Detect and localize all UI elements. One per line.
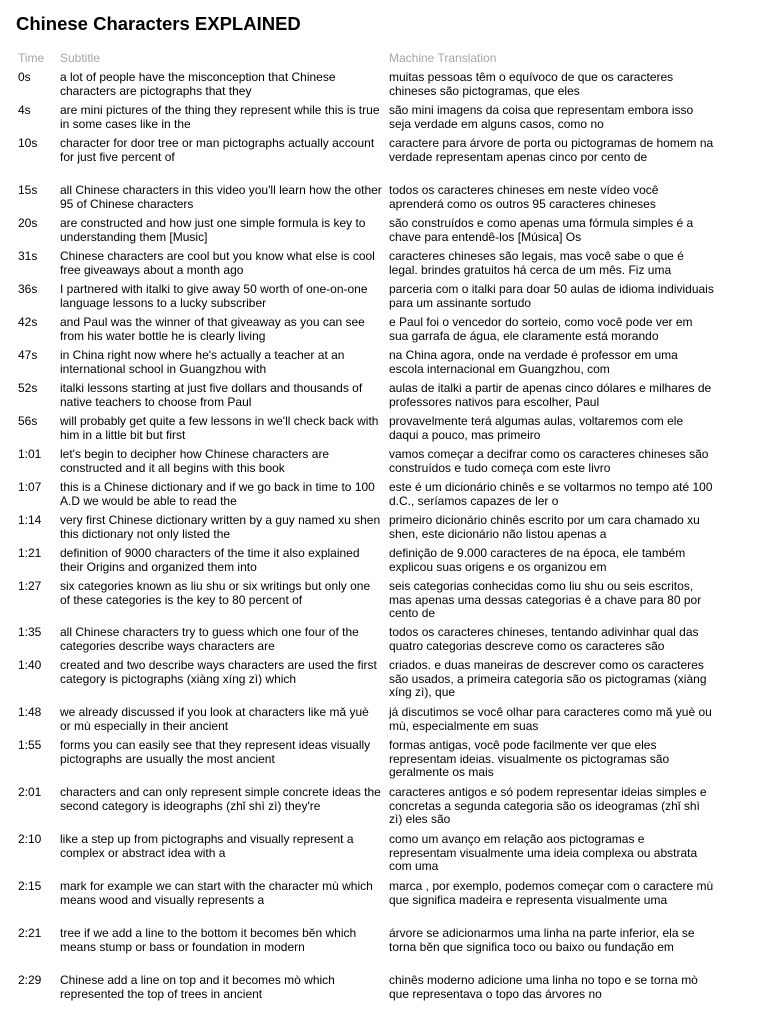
row-translation: chinês moderno adicione uma linha no topo e se torna mò que representava o topo das árvores no — [389, 973, 698, 1001]
row-subtitle: very first Chinese dictionary written by a guy named xu shen this dictionary not only listed the — [60, 513, 381, 541]
row-translation: são mini imagens da coisa que representam embora isso seja verdade em alguns casos, como no — [389, 103, 694, 131]
row-subtitle: six categories known as liu shu or six writings but only one of these categories is the key to 80 percent of — [60, 579, 371, 607]
row-time: 1:55 — [18, 738, 42, 752]
row-time: 1:48 — [18, 705, 42, 719]
row-translation: árvore se adicionarmos uma linha na parte inferior, ela se torna běn que significa toco ou baixo ou fundação em — [389, 926, 695, 954]
row-subtitle: let's begin to decipher how Chinese characters are constructed and it all begins with this book — [60, 447, 330, 475]
row-time: 20s — [18, 216, 38, 230]
row-time: 56s — [18, 414, 38, 428]
row-translation: caracteres antigos e só podem representar ideias simples e concretas a segunda categoria são os ideogramas (zhǐ shì zì) eles são — [389, 785, 707, 826]
row-translation: e Paul foi o vencedor do sorteio, como você pode ver em sua garrafa de água, ele claramente está morando — [389, 315, 693, 343]
row-translation: são construídos e como apenas uma fórmula simples é a chave para entendê-los [Música] Os — [389, 216, 694, 244]
row-translation: muitas pessoas têm o equívoco de que os caracteres chineses são pictogramas, que eles — [389, 70, 674, 98]
row-translation: parceria com o italki para doar 50 aulas de idioma individuais para um assinante sortudo — [389, 282, 714, 310]
row-time: 36s — [18, 282, 38, 296]
document-title: Chinese Characters EXPLAINED — [16, 13, 301, 34]
row-time: 31s — [18, 249, 38, 263]
row-translation: todos os caracteres chineses em neste vídeo você aprenderá como os outros 95 caracteres chineses — [389, 183, 659, 211]
row-subtitle: definition of 9000 characters of the time it also explained their Origins and organized them into — [60, 546, 360, 574]
row-time: 2:01 — [18, 785, 42, 799]
row-translation: vamos começar a decifrar como os caracteres chineses são construídos e tudo começa com este livro — [389, 447, 709, 475]
row-translation: aulas de italki a partir de apenas cinco dólares e milhares de professores nativos para escolher, Paul — [389, 381, 712, 409]
row-translation: provavelmente terá algumas aulas, voltaremos com ele daqui a pouco, mas primeiro — [389, 414, 684, 442]
row-translation: seis categorias conhecidas como liu shu ou seis escritos, mas apenas uma dessas categorias é a chave para 80 por cento de — [389, 579, 702, 620]
row-subtitle: characters and can only represent simple concrete ideas the second category is ideographs (zhǐ shì zì) they're — [60, 785, 381, 813]
row-subtitle: all Chinese characters in this video you'll learn how the other 95 of Chinese characters — [60, 183, 382, 211]
row-time: 1:35 — [18, 625, 42, 639]
row-subtitle: will probably get quite a few lessons in we'll check back with him in a little bit but first — [60, 414, 379, 442]
row-translation: este é um dicionário chinês e se voltarmos no tempo até 100 d.C., seríamos capazes de ler o — [389, 480, 713, 508]
row-time: 1:07 — [18, 480, 42, 494]
row-time: 2:15 — [18, 879, 42, 893]
row-translation: marca , por exemplo, podemos começar com o caractere mù que significa madeira e representa visualmente uma — [389, 879, 714, 907]
row-time: 1:14 — [18, 513, 42, 527]
row-time: 4s — [18, 103, 31, 117]
row-time: 42s — [18, 315, 38, 329]
row-subtitle: and Paul was the winner of that giveaway as you can see from his water bottle he is clearly living — [60, 315, 365, 343]
header-time: Time — [18, 51, 45, 65]
row-subtitle: are mini pictures of the thing they represent while this is true in some cases like in the — [60, 103, 380, 131]
row-translation: formas antigas, você pode facilmente ver que eles representam ideias. visualmente os pictogramas são geralmente os mais — [389, 738, 670, 779]
row-time: 10s — [18, 136, 38, 150]
row-translation: primeiro dicionário chinês escrito por um cara chamado xu shen, este dicionário não listou apenas a — [389, 513, 700, 541]
row-time: 2:21 — [18, 926, 42, 940]
row-time: 1:01 — [18, 447, 42, 461]
row-subtitle: character for door tree or man pictographs actually account for just five percent of — [60, 136, 375, 164]
row-translation: como um avanço em relação aos pictogramas e representam visualmente uma ideia complexa ou abstrata com uma — [389, 832, 698, 873]
row-subtitle: this is a Chinese dictionary and if we go back in time to 100 A.D we would be able to read the — [60, 480, 375, 508]
row-subtitle: we already discussed if you look at characters like mǎ yuè or mù especially in their ancient — [60, 705, 369, 733]
row-subtitle: italki lessons starting at just five dollars and thousands of native teachers to choose from Paul — [60, 381, 363, 409]
row-time: 1:40 — [18, 658, 42, 672]
row-subtitle: tree if we add a line to the bottom it becomes běn which means stump or bass or foundation in modern — [60, 926, 357, 954]
row-translation: já discutimos se você olhar para caracteres como mǎ yuè ou mù, especialmente em suas — [389, 705, 712, 733]
header-subtitle: Subtitle — [60, 51, 101, 65]
row-translation: todos os caracteres chineses, tentando adivinhar qual das quatro categorias descreve como os caracteres são — [389, 625, 699, 653]
row-subtitle: like a step up from pictographs and visually represent a complex or abstract idea with a — [60, 832, 354, 860]
row-translation: criados. e duas maneiras de descrever como os caracteres são usados, a primeira categoria são os pictogramas (xiàng xíng zì), que — [389, 658, 707, 699]
row-subtitle: forms you can easily see that they represent ideas visually pictographs are usually the most ancient — [60, 738, 371, 766]
row-translation: caracteres chineses são legais, mas você sabe o que é legal. brindes gratuitos há cerca de um mês. Fiz uma — [389, 249, 684, 277]
row-subtitle: all Chinese characters try to guess which one four of the categories describe ways characters are — [60, 625, 359, 653]
row-time: 1:27 — [18, 579, 42, 593]
row-time: 1:21 — [18, 546, 42, 560]
row-translation: definição de 9.000 caracteres de na época, ele também explicou suas origens e os organizou em — [389, 546, 686, 574]
row-subtitle: in China right now where he's actually a teacher at an international school in Guangzhou with — [60, 348, 345, 376]
row-subtitle: created and two describe ways characters are used the first category is pictographs (xiàng xíng zì) which — [60, 658, 377, 686]
row-subtitle: a lot of people have the misconception that Chinese characters are pictographs that they — [60, 70, 336, 98]
row-subtitle: I partnered with italki to give away 50 worth of one-on-one language lessons to a lucky subscriber — [60, 282, 368, 310]
row-subtitle: Chinese characters are cool but you know what else is cool free giveaways about a month ago — [60, 249, 375, 277]
row-subtitle: are constructed and how just one simple formula is key to understanding them [Music] — [60, 216, 366, 244]
row-time: 15s — [18, 183, 38, 197]
row-time: 2:29 — [18, 973, 42, 987]
header-translation: Machine Translation — [389, 51, 497, 65]
row-time: 52s — [18, 381, 38, 395]
row-time: 2:10 — [18, 832, 42, 846]
row-translation: caractere para árvore de porta ou pictogramas de homem na verdade representam apenas cinco por cento de — [389, 136, 714, 164]
row-time: 47s — [18, 348, 38, 362]
row-subtitle: mark for example we can start with the character mù which means wood and visually represents a — [60, 879, 373, 907]
row-translation: na China agora, onde na verdade é professor em uma escola internacional em Guangzhou, com — [389, 348, 678, 376]
row-subtitle: Chinese add a line on top and it becomes mò which represented the top of trees in ancient — [60, 973, 335, 1001]
row-time: 0s — [18, 70, 31, 84]
